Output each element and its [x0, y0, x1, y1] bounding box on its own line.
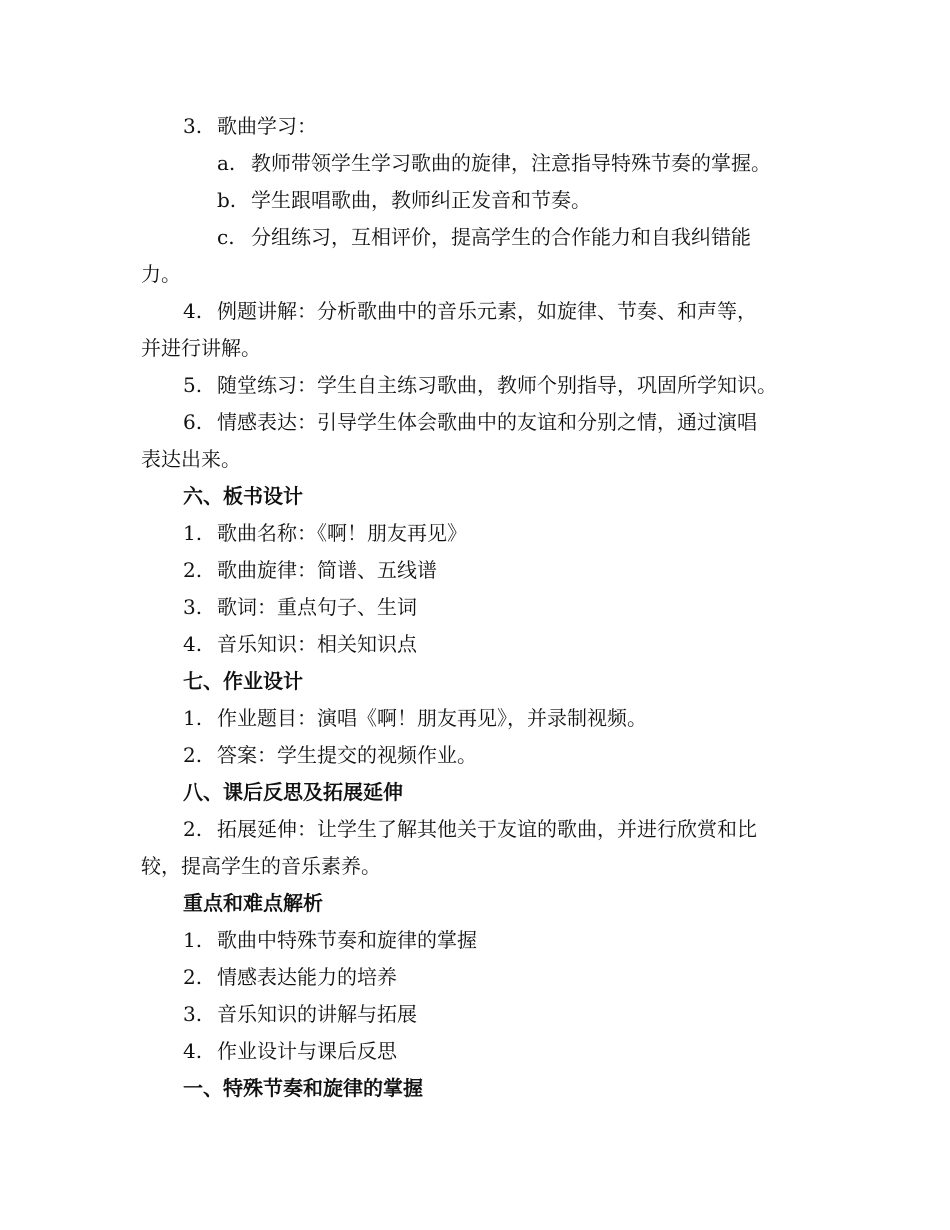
list-item — [0, 703, 950, 733]
list-item — [0, 592, 950, 622]
item-text: 情感表达能力的培养 — [217, 965, 397, 989]
section-heading: 六、板书设计 — [183, 484, 303, 508]
list-item — [0, 555, 950, 585]
item-letter: c. — [217, 225, 235, 249]
list-item — [0, 999, 950, 1029]
item-text: 歌曲中特殊节奏和旋律的掌握 — [217, 928, 477, 952]
item-number: 2. — [183, 743, 203, 767]
list-item — [0, 518, 950, 548]
item-text: 歌曲名称：《啊！朋友再见》 — [217, 521, 467, 545]
continuation-text: 表达出来。 — [141, 447, 241, 471]
item-number: 1. — [183, 521, 203, 545]
item-text: 分组练习，互相评价，提高学生的合作能力和自我纠错能 — [251, 225, 751, 249]
item-text: 例题讲解：分析歌曲中的音乐元素，如旋律、节奏、和声等， — [217, 299, 757, 323]
list-item — [0, 962, 950, 992]
list-item — [0, 111, 950, 141]
item-number: 1. — [183, 928, 203, 952]
list-item — [0, 925, 950, 955]
item-number: 5. — [183, 373, 203, 397]
list-item — [0, 629, 950, 659]
item-text: 情感表达：引导学生体会歌曲中的友谊和分别之情，通过演唱 — [217, 410, 757, 434]
list-item — [0, 740, 950, 770]
list-item — [0, 1036, 950, 1066]
section-heading: 七、作业设计 — [183, 669, 303, 693]
list-item — [0, 370, 950, 400]
continuation-text: 并进行讲解。 — [141, 336, 261, 360]
item-text: 答案：学生提交的视频作业。 — [217, 743, 477, 767]
list-item — [0, 407, 950, 437]
item-number: 1. — [183, 706, 203, 730]
list-item — [0, 296, 950, 326]
item-text: 随堂练习：学生自主练习歌曲，教师个别指导，巩固所学知识。 — [217, 373, 777, 397]
item-number: 4. — [183, 299, 203, 323]
item-number: 3. — [183, 1002, 203, 1026]
item-number: 2. — [183, 558, 203, 582]
item-letter: b. — [217, 188, 237, 212]
item-text: 作业题目：演唱《啊！朋友再见》，并录制视频。 — [217, 706, 647, 730]
section-heading: 八、课后反思及拓展延伸 — [183, 780, 403, 804]
item-number: 3. — [183, 595, 203, 619]
item-number: 4. — [183, 632, 203, 656]
section-heading: 一、特殊节奏和旋律的掌握 — [183, 1076, 423, 1100]
item-number: 3. — [183, 114, 203, 138]
item-letter: a. — [217, 151, 236, 175]
sub-list-item — [0, 185, 950, 215]
sub-list-item — [0, 148, 950, 178]
item-number: 6. — [183, 410, 203, 434]
item-text: 学生跟唱歌曲，教师纠正发音和节奏。 — [251, 188, 591, 212]
item-text: 教师带领学生学习歌曲的旋律，注意指导特殊节奏的掌握。 — [251, 151, 771, 175]
item-number: 2. — [183, 965, 203, 989]
item-text: 拓展延伸：让学生了解其他关于友谊的歌曲，并进行欣赏和比 — [217, 817, 757, 841]
item-text: 音乐知识：相关知识点 — [217, 632, 417, 656]
item-text: 歌词：重点句子、生词 — [217, 595, 417, 619]
list-item — [0, 814, 950, 844]
item-text: 作业设计与课后反思 — [217, 1039, 397, 1063]
section-heading: 重点和难点解析 — [183, 891, 323, 915]
item-number: 4. — [183, 1039, 203, 1063]
item-text: 音乐知识的讲解与拓展 — [217, 1002, 417, 1026]
item-text: 歌曲学习： — [217, 114, 317, 138]
continuation-text: 较，提高学生的音乐素养。 — [141, 854, 381, 878]
continuation-text: 力。 — [141, 262, 181, 286]
item-number: 2. — [183, 817, 203, 841]
sub-list-item — [0, 222, 950, 252]
item-text: 歌曲旋律：简谱、五线谱 — [217, 558, 437, 582]
